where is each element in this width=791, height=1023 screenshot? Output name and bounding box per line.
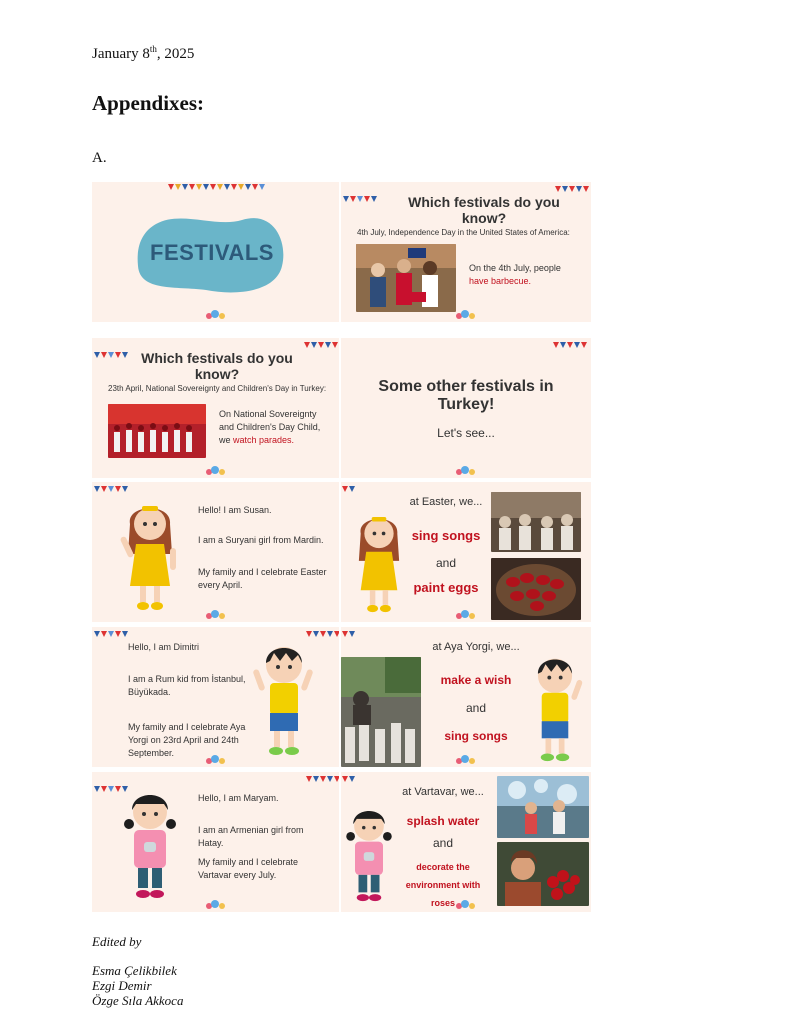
bunting-icon: [306, 776, 339, 782]
section-label: A.: [92, 150, 107, 166]
slide-dimitri: [92, 627, 339, 767]
bunting-icon: [304, 342, 338, 348]
maryam-celebration: My family and I celebrate Vartavar every July.: [198, 857, 299, 880]
maryam-greeting: Hello, I am Maryam.: [198, 793, 279, 803]
activity-2: paint eggs: [413, 580, 479, 595]
girl-maryam-icon: [118, 784, 182, 902]
roses-photo: [497, 842, 589, 906]
splash-icon: [454, 898, 478, 910]
dimitri-celebration: My family and I celebrate Aya Yorgi on 23rd April and 24th September.: [128, 722, 246, 758]
bunting-icon: [553, 342, 587, 348]
splash-icon: [204, 308, 228, 320]
bunting-icon: [168, 184, 265, 190]
boy-dimitri-icon: [252, 639, 316, 757]
parade-photo: [108, 404, 206, 458]
slide-4th-july: [341, 182, 591, 322]
slide-title: at Easter, we...: [409, 496, 483, 508]
bunting-icon: [94, 352, 128, 358]
slide-title: Which festivals do you know?: [141, 350, 293, 382]
slide-susan: [92, 482, 339, 622]
activity-and: and: [435, 556, 457, 570]
splash-icon: [454, 464, 478, 476]
boy-dimitri-icon: [523, 651, 587, 763]
church-photo: [491, 492, 581, 552]
splash-icon: [454, 753, 478, 765]
slide-title: Which festivals do you know?: [408, 194, 560, 226]
red-eggs-photo: [491, 558, 581, 620]
slide-23-april: [92, 338, 339, 478]
slide-text: On the 4th July, people have barbecue.: [469, 263, 561, 286]
activity-1: splash water: [406, 814, 480, 828]
dimitri-greeting: Hello, I am Dimitri: [128, 642, 200, 652]
bunting-icon: [94, 486, 128, 492]
editor-name: Esma Çelikbilek: [92, 963, 177, 978]
splash-icon: [204, 608, 228, 620]
bunting-icon: [341, 631, 355, 637]
bunting-icon: [306, 631, 339, 637]
edited-by-label: Edited by: [92, 934, 142, 949]
girl-maryam-icon: [341, 800, 397, 906]
water-splash-photo: [497, 776, 589, 838]
bunting-icon: [94, 631, 128, 637]
date-line: January 8th, 2025: [92, 44, 195, 62]
activity-1: make a wish: [440, 673, 512, 687]
activity-2: sing songs: [444, 729, 508, 743]
dimitri-origin: I am a Rum kid from İstanbul, Büyükada.: [128, 674, 246, 697]
aya-yorgi-photo: [341, 657, 421, 767]
susan-origin: I am a Suryani girl from Mardin.: [198, 535, 324, 545]
page-heading: Appendixes:: [92, 91, 205, 115]
slide-title: FESTIVALS: [150, 240, 274, 265]
bunting-icon: [555, 186, 589, 192]
slide-text: On National Sovereignty and Children's Day Child, we watch parades.: [219, 409, 321, 445]
slide-maryam: [92, 772, 339, 912]
slide-subtitle: 4th July, Independence Day in the United States of America:: [357, 228, 570, 237]
susan-greeting: Hello! I am Susan.: [198, 505, 272, 515]
slide-aya-yorgi: [341, 627, 591, 767]
slide-easter: [341, 482, 591, 622]
activity-2: decorate the environment with roses: [405, 862, 481, 908]
maryam-origin: I am an Armenian girl from Hatay.: [198, 825, 304, 848]
barbecue-photo: [356, 244, 456, 312]
girl-susan-icon: [118, 494, 182, 612]
slide-title: Some other festivals in Turkey!: [378, 378, 554, 413]
activity-1: sing songs: [411, 528, 481, 543]
bunting-icon: [341, 486, 355, 492]
activity-and: and: [465, 701, 487, 715]
splash-icon: [204, 753, 228, 765]
slide-subtitle: 23th April, National Sovereignty and Children's Day in Turkey:: [108, 384, 327, 393]
slide-other-festivals: [341, 338, 591, 478]
activity-and: and: [432, 836, 454, 850]
splash-icon: [204, 464, 228, 476]
slide-subtitle: Let's see...: [437, 426, 495, 440]
editor-name: Özge Sıla Akkoca: [92, 993, 184, 1008]
slide-festivals-title: [92, 182, 339, 322]
bunting-icon: [343, 196, 377, 202]
editor-name: Ezgi Demir: [92, 978, 152, 993]
slide-title: at Aya Yorgi, we...: [432, 641, 520, 653]
susan-celebration: My family and I celebrate Easter every April.: [198, 567, 327, 590]
slide-vartavar: [341, 772, 591, 912]
splash-icon: [454, 308, 478, 320]
bunting-icon: [341, 776, 355, 782]
splash-icon: [454, 608, 478, 620]
splash-icon: [204, 898, 228, 910]
slide-title: at Vartavar, we...: [402, 786, 484, 798]
